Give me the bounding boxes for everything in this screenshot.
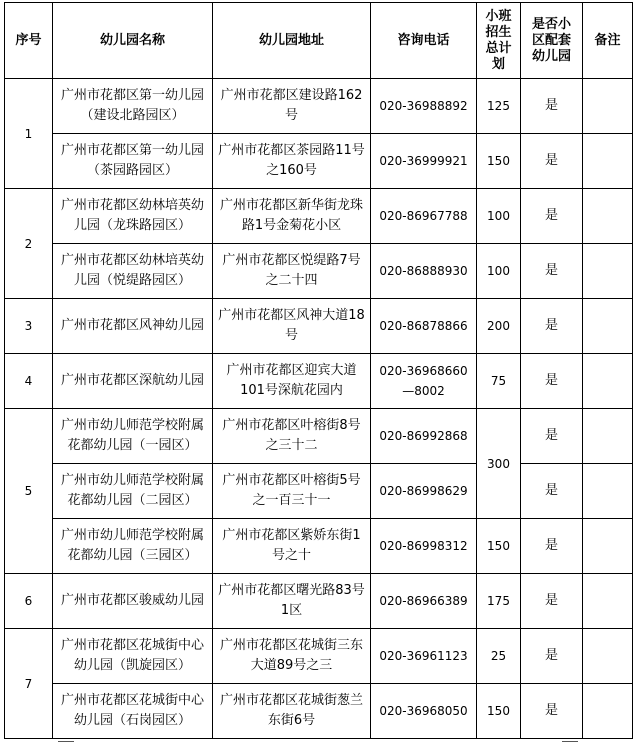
- kindergarten-phone: 020-36968660—8002: [371, 354, 477, 409]
- table-row: [5, 134, 633, 189]
- kindergarten-table: [4, 2, 633, 739]
- table-row: [5, 409, 633, 464]
- kindergarten-quota-merged: 300: [477, 409, 521, 519]
- kindergarten-quota: 150: [477, 684, 521, 739]
- header-index: 序号: [5, 3, 53, 79]
- kindergarten-phone: 020-86998629: [371, 464, 477, 519]
- header-is-community: 是否小区配套幼儿园: [521, 3, 583, 79]
- kindergarten-phone: 020-86966389: [371, 574, 477, 629]
- kindergarten-address: 广州市花都区风神大道18号: [213, 299, 371, 354]
- kindergarten-remark: [583, 189, 633, 244]
- kindergarten-name: 广州市幼儿师范学校附属花都幼儿园（三园区）: [53, 519, 213, 574]
- kindergarten-address: 广州市花都区紫娇东街1号之十: [213, 519, 371, 574]
- kindergarten-address: 广州市花都区茶园路11号之160号: [213, 134, 371, 189]
- kindergarten-phone: 020-86998312: [371, 519, 477, 574]
- table-row: [5, 519, 633, 574]
- kindergarten-name: 广州市花都区花城街中心幼儿园（石岗园区）: [53, 684, 213, 739]
- kindergarten-phone: 020-86888930: [371, 244, 477, 299]
- header-phone: 咨询电话: [371, 3, 477, 79]
- kindergarten-table-sheet: [4, 2, 633, 739]
- kindergarten-phone: 020-36999921: [371, 134, 477, 189]
- header-name: 幼儿园名称: [53, 3, 213, 79]
- row-index: 3: [5, 299, 53, 354]
- page-corner-mark-right: [562, 741, 578, 742]
- kindergarten-quota: 150: [477, 519, 521, 574]
- kindergarten-address: 广州市花都区悦缇路7号之二十四: [213, 244, 371, 299]
- kindergarten-remark: [583, 574, 633, 629]
- kindergarten-quota: 150: [477, 134, 521, 189]
- kindergarten-remark: [583, 79, 633, 134]
- kindergarten-is-community: 是: [521, 409, 583, 464]
- table-row: [5, 354, 633, 409]
- page-corner-mark-left: [58, 741, 74, 742]
- table-row: [5, 244, 633, 299]
- table-row: [5, 464, 633, 519]
- kindergarten-is-community: 是: [521, 189, 583, 244]
- table-row: [5, 684, 633, 739]
- header-quota: 小班招生总计划: [477, 3, 521, 79]
- kindergarten-address: 广州市花都区新华街龙珠路1号金菊花小区: [213, 189, 371, 244]
- kindergarten-is-community: 是: [521, 629, 583, 684]
- kindergarten-remark: [583, 244, 633, 299]
- kindergarten-quota: 125: [477, 79, 521, 134]
- table-row: [5, 629, 633, 684]
- kindergarten-name: 广州市花都区花城街中心幼儿园（凯旋园区）: [53, 629, 213, 684]
- kindergarten-address: 广州市花都区花城街三东大道89号之三: [213, 629, 371, 684]
- kindergarten-address: 广州市花都区花城街葱兰东街6号: [213, 684, 371, 739]
- row-index: 2: [5, 189, 53, 299]
- kindergarten-remark: [583, 464, 633, 519]
- kindergarten-remark: [583, 629, 633, 684]
- table-row: [5, 299, 633, 354]
- kindergarten-address: 广州市花都区叶榕街5号之一百三十一: [213, 464, 371, 519]
- kindergarten-remark: [583, 134, 633, 189]
- kindergarten-is-community: 是: [521, 519, 583, 574]
- row-index: 6: [5, 574, 53, 629]
- kindergarten-phone: 020-86878866: [371, 299, 477, 354]
- kindergarten-is-community: 是: [521, 574, 583, 629]
- kindergarten-phone: 020-86992868: [371, 409, 477, 464]
- kindergarten-is-community: 是: [521, 79, 583, 134]
- kindergarten-name: 广州市花都区第一幼儿园（建设北路园区）: [53, 79, 213, 134]
- table-row: [5, 79, 633, 134]
- row-index: 4: [5, 354, 53, 409]
- kindergarten-quota: 75: [477, 354, 521, 409]
- row-index: 7: [5, 629, 53, 739]
- kindergarten-is-community: 是: [521, 244, 583, 299]
- kindergarten-is-community: 是: [521, 684, 583, 739]
- row-index: 1: [5, 79, 53, 189]
- table-row: [5, 574, 633, 629]
- kindergarten-quota: 100: [477, 189, 521, 244]
- kindergarten-is-community: 是: [521, 134, 583, 189]
- table-row: [5, 189, 633, 244]
- header-row: [5, 3, 633, 79]
- kindergarten-address: 广州市花都区迎宾大道101号深航花园内: [213, 354, 371, 409]
- kindergarten-is-community: 是: [521, 299, 583, 354]
- kindergarten-quota: 25: [477, 629, 521, 684]
- kindergarten-quota: 200: [477, 299, 521, 354]
- kindergarten-quota: 100: [477, 244, 521, 299]
- kindergarten-remark: [583, 409, 633, 464]
- kindergarten-remark: [583, 354, 633, 409]
- kindergarten-address: 广州市花都区曙光路83号1区: [213, 574, 371, 629]
- kindergarten-name: 广州市幼儿师范学校附属花都幼儿园（二园区）: [53, 464, 213, 519]
- kindergarten-phone: 020-86967788: [371, 189, 477, 244]
- kindergarten-phone: 020-36988892: [371, 79, 477, 134]
- kindergarten-name: 广州市花都区风神幼儿园: [53, 299, 213, 354]
- row-index: 5: [5, 409, 53, 574]
- kindergarten-name: 广州市花都区第一幼儿园（茶园路园区）: [53, 134, 213, 189]
- kindergarten-name: 广州市花都区幼林培英幼儿园（龙珠路园区）: [53, 189, 213, 244]
- kindergarten-name: 广州市幼儿师范学校附属花都幼儿园（一园区）: [53, 409, 213, 464]
- kindergarten-remark: [583, 519, 633, 574]
- kindergarten-address: 广州市花都区叶榕街8号之三十二: [213, 409, 371, 464]
- kindergarten-remark: [583, 299, 633, 354]
- kindergarten-quota: 175: [477, 574, 521, 629]
- kindergarten-address: 广州市花都区建设路162号: [213, 79, 371, 134]
- kindergarten-remark: [583, 684, 633, 739]
- kindergarten-is-community: 是: [521, 464, 583, 519]
- kindergarten-phone: 020-36961123: [371, 629, 477, 684]
- header-remark: 备注: [583, 3, 633, 79]
- kindergarten-name: 广州市花都区骏威幼儿园: [53, 574, 213, 629]
- kindergarten-phone: 020-36968050: [371, 684, 477, 739]
- header-address: 幼儿园地址: [213, 3, 371, 79]
- kindergarten-name: 广州市花都区幼林培英幼儿园（悦缇路园区）: [53, 244, 213, 299]
- kindergarten-is-community: 是: [521, 354, 583, 409]
- kindergarten-name: 广州市花都区深航幼儿园: [53, 354, 213, 409]
